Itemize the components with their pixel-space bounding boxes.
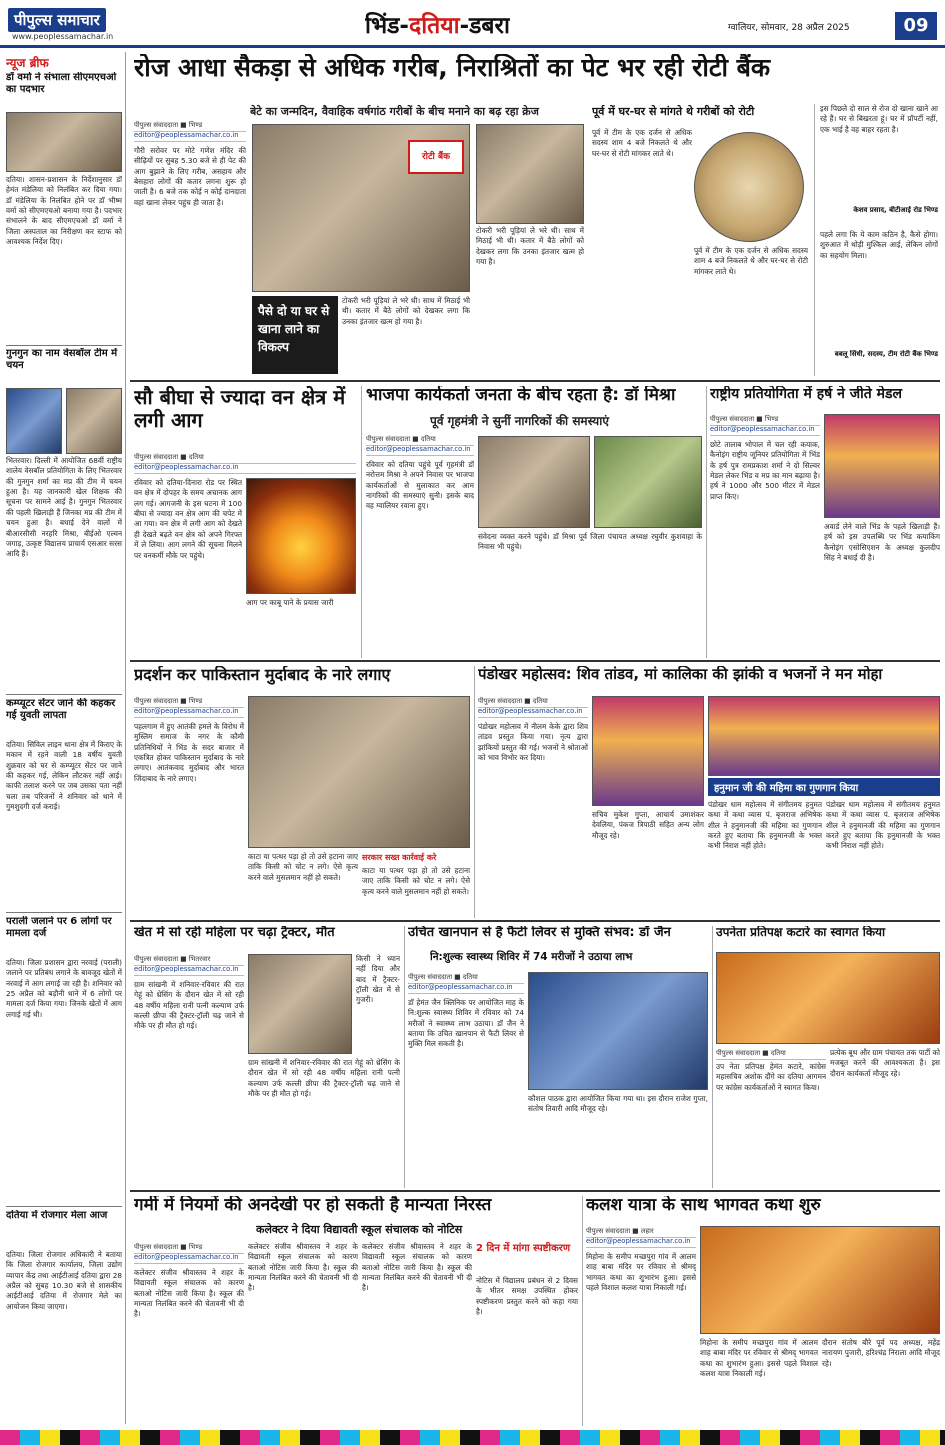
brief-body-3: दतिया। सिविल लाइन थाना क्षेत्र में किराए के मकान में रहने वाली 18 वर्षीय युवती शुक्रवार को घर से कम्प्यूटर सेंटर पर जाने की कहकर गई, लेकिन लौटकर नहीं आई। काफी तलाश करने पर जब उसका पता नहीं चला तब परिजनों ने शनिवार को थाने में गुमशुदगी दर्ज कराई। <box>6 740 122 812</box>
brief-body-1: दतिया। शासन-प्रशासन के निर्देशानुसार डॉ हेमंत मंडेलिया को निलंबित कर दिया गया। डॉ मंडेलिया के निलंबित होने पर डॉ भीष्म वर्मा को सीएमएचओ बनाया गया है। पदभार संभालने के बाद सीएमएचओ डॉ वर्मा ने जिला अस्पताल का निरीक्षण कर स्टाफ को आवश्यक निर्देश दिए। <box>6 175 122 247</box>
lead-body-3: पूर्व में टीम के एक दर्जन से अधिक सदस्य शाम 4 बजे निकलते थे और घर-घर से रोटी मांगकर लाते थे। <box>592 128 692 158</box>
page-number: 09 <box>895 12 937 40</box>
pandokhar-photo-2 <box>708 696 940 776</box>
health-byline: पीपुल्स संवाददाता ■ दतिया <box>408 972 524 984</box>
school-email[interactable]: editor@peoplessamachar.co.in <box>134 1253 244 1264</box>
kalash-byline: पीपुल्स संवाददाता ■ लहार <box>586 1226 696 1238</box>
forest-headline: सौ बीघा से ज्यादा वन क्षेत्र में लगी आग <box>134 386 346 432</box>
dateline: ग्वालियर, सोमवार, 28 अप्रैल 2025 <box>728 23 850 33</box>
section-part-b: दतिया <box>408 13 460 39</box>
forest-body: रविवार को दतिया-दिनारा रोड पर स्थित वन क्षेत्र में दोपहर के समय अचानक आग लग गई। आगजनी के इस घटना में 100 बीघा से ज्यादा वन क्षेत्र आग की चपेट में आ गया। वन क्षेत्र में लगी आग को देखते ही देखते बढ़ते वन क्षेत्र को अपने गिरफ्त में ले लिया। आग लगने की सूचना मिलने पर वनकर्मी मौके पर पहुंचे। <box>134 478 242 560</box>
site-url[interactable]: www.peoplessamachar.in <box>12 32 114 41</box>
divider <box>582 1196 583 1426</box>
forest-email[interactable]: editor@peoplessamachar.co.in <box>134 463 356 474</box>
tractor-photo <box>248 954 352 1054</box>
medal-byline: पीपुल्स संवाददाता ■ भिण्ड <box>710 414 820 426</box>
brief-head-3: कम्प्यूटर सेंटर जाने की कहकर गई युवती लापता <box>6 698 116 721</box>
bjp-photo-2 <box>594 436 702 528</box>
kalash-body-3: दौरान संतोष बौरे पूर्व पद अध्यक्ष, महेंद्र नारायण पुजारी, हरिश्चंद्र निराला आदि मौजूद रहे। <box>822 1338 940 1368</box>
school-body: कलेक्टर संजीव श्रीवास्तव ने शहर के विद्यावती स्कूल संचालक को कारण बताओ नोटिस जारी किया है। स्कूल की मान्यता निलंबित करने की चेतावनी भी दी है। <box>134 1268 244 1319</box>
divider <box>130 660 940 662</box>
medal-email[interactable]: editor@peoplessamachar.co.in <box>710 425 820 436</box>
tractor-body-2: ग्राम सांखनी में शनिवार-रविवार की रात गेहूं को थ्रेसिंग के दौरान खेत में सो रही 48 वर्षीय महिला रानी पत्नी कल्याण उर्फ कल्ली छीपा की ट्रैक्टर-ट्रॉली चढ़ जाने से मौके पर ही मौत हो गई। <box>248 1058 400 1099</box>
pandokhar-byline: पीपुल्स संवाददाता ■ दतिया <box>478 696 588 708</box>
lead-headline: रोज आधा सैकड़ा से अधिक गरीब, निराश्रितों का पेट भर रही रोटी बैंक <box>134 54 771 82</box>
tractor-headline: खेत में सो रही महिला पर चढ़ा ट्रैक्टर, मौत <box>134 926 335 940</box>
health-body: डॉ हेमंत जैन क्लिनिक पर आयोजित माह के नि:शुल्क स्वास्थ्य शिविर में रविवार को 74 मरीजों ने स्वास्थ्य लाभ उठाया। डॉ जैन ने बताया कि उचित खानपान से फैटी लिवर से मुक्ति मिल सकती है। <box>408 998 524 1049</box>
health-body-2: कौशल पाठक द्वारा आयोजित किया गया था। इस दौरान राजेश गुप्ता, संतोष तिवारी आदि मौजूद रहे। <box>528 1094 708 1114</box>
brief-photo-2a <box>6 388 62 454</box>
kalash-email[interactable]: editor@peoplessamachar.co.in <box>586 1237 696 1248</box>
protest-byline: पीपुल्स संवाददाता ■ भिण्ड <box>134 696 244 708</box>
brief-head-2: गुनगुन का नाम वेसबॉल टीम में चयन <box>6 348 118 371</box>
divider <box>6 912 122 913</box>
tractor-email[interactable]: editor@peoplessamachar.co.in <box>134 965 244 976</box>
kalash-photo <box>700 1226 940 1334</box>
school-byline: पीपुल्स संवाददाता ■ भिण्ड <box>134 1242 244 1254</box>
protest-sub: सरकार सख्त कार्रवाई करे <box>362 853 437 862</box>
protest-email[interactable]: editor@peoplessamachar.co.in <box>134 707 244 718</box>
school-box-body: नोटिस में विद्यालय प्रबंधन से 2 दिवस के भीतर समक्ष उपस्थित होकर स्पष्टीकरण प्रस्तुत करने को कहा गया है। <box>476 1276 578 1317</box>
bjp-photo-1 <box>478 436 590 528</box>
bjp-byline: पीपुल्स संवाददाता ■ दतिया <box>366 434 474 446</box>
hanuman-caption: हनुमान जी की महिमा का गुणगान किया <box>708 778 940 796</box>
health-deck: नि:शुल्क स्वास्थ्य शिविर में 74 मरीजों ने उठाया लाभ <box>430 951 633 963</box>
bjp-body-2: संवेदना व्यक्त करने पहुंचे। डॉ मिश्रा पूर्व जिला पंचायत अध्यक्ष रघुवीर कुशवाहा के निवास भी पहुंचे। <box>478 532 702 552</box>
brief-head-4: पराली जलाने पर 6 लोगों पर मामला दर्ज <box>6 916 112 939</box>
brief-photo-2b <box>66 388 122 454</box>
section-part-a: भिंड- <box>365 13 409 39</box>
brief-body-4: दतिया। जिला प्रशासन द्वारा नरवाई (पराली) जलाने पर प्रतिबंध लगाने के बावजूद खेतों में नरवाई में आग लगाई जा रही है। शनिवार को 25 अप्रैल को बड़ौनी थाने में 6 लोगों पर मामला दर्ज किया गया। जिनके खेतों में आग लगाई गई थी। <box>6 958 122 1019</box>
lead-side-head: पूर्व में घर-घर से मांगते थे गरीबों को रोटी <box>592 105 755 118</box>
medal-headline: राष्ट्रीय प्रतियोगिता में हर्ष ने जीते मेडल <box>710 386 902 402</box>
katare-body-2: प्रत्येक बूथ और ग्राम पंचायत तक पार्टी को मजबूत करने की आवश्यकता है। इस दौरान कार्यकर्ता मौजूद रहे। <box>830 1048 940 1078</box>
school-headline: गर्मी में नियमों की अनदेखी पर हो सकती है मान्यता निरस्त <box>134 1196 492 1215</box>
lead-box-name-1: केशव प्रसाद, बीटीआई रोड भिण्ड <box>853 206 938 214</box>
hanuman-body: पंडोखर धाम महोत्सव में संगीतमय हनुमत कथा में कथा व्यास पं. बृजराज अभिषेक शील ने हनुमानजी की महिमा का गुणगान करते हुए बताया कि हनुमानजी के भक्त कभी निराश नहीं होते। <box>708 800 822 851</box>
lead-byline: पीपुल्स संवाददाता ■ भिण्ड <box>134 120 246 132</box>
school-body-3: कलेक्टर संजीव श्रीवास्तव ने शहर के विद्यावती स्कूल संचालक को कारण बताओ नोटिस जारी किया है। स्कूल की मान्यता निलंबित करने की चेतावनी भी दी है। <box>362 1242 472 1293</box>
school-body-2: कलेक्टर संजीव श्रीवास्तव ने शहर के विद्यावती स्कूल संचालक को कारण बताओ नोटिस जारी किया है। स्कूल की मान्यता निलंबित करने की चेतावनी भी दी है। <box>248 1242 358 1293</box>
divider <box>130 380 940 382</box>
divider <box>404 926 405 1188</box>
medal-body: छोटे तालाब भोपाल में चल रही कयाक, कैनोइंग राष्ट्रीय जूनियर प्रतियोगिता में भिंड के हर्ष पुत्र रामप्रकाश शर्मा ने दो सिल्वर मेडल लेकर भिंड व मप्र का मान बढ़ाया है। हर्ष ने 1000 और 500 मीटर में मेडल प्राप्त किए। <box>710 440 820 501</box>
lead-body-2: टोकरी भरी पूड़ियां ले भरे थी। साथ में मिठाई भी थी। कतार में बैठे लोगों को देखकर लगा कि उनका इंतजार खत्म हो गया है। <box>476 226 584 267</box>
pandokhar-headline: पंडोखर महोत्सव: शिव तांडव, मां कालिका की झांकी व भजनों ने मन मोहा <box>478 666 883 683</box>
protest-photo <box>248 696 470 848</box>
kalash-headline: कलश यात्रा के साथ भागवत कथा शुरु <box>586 1196 821 1215</box>
medal-photo <box>824 414 940 518</box>
bjp-email[interactable]: editor@peoplessamachar.co.in <box>366 445 474 456</box>
hanuman-body-2: पंडोखर धाम महोत्सव में संगीतमय हनुमत कथा में कथा व्यास पं. बृजराज अभिषेक शील ने हनुमानजी की महिमा का गुणगान करते हुए बताया कि हनुमानजी के भक्त कभी निराश नहीं होते। <box>826 800 940 851</box>
katare-headline: उपनेता प्रतिपक्ष कटारे का स्वागत किया <box>716 926 886 939</box>
tractor-sidebar: किसी ने ध्यान नहीं दिया और बाद में ट्रैक्टर-ट्रॉली खेत में से गुजरी। <box>356 954 400 1005</box>
roti-photo <box>694 132 804 242</box>
roti-bank-banner: रोटी बैंक <box>408 140 464 174</box>
divider <box>130 920 940 922</box>
bjp-body: रविवार को दतिया पहुंचे पूर्व गृहमंत्री डॉ नरोत्तम मिश्रा ने अपने निवास पर भाजपा कार्यकर्ताओं से मुलाकात कर आम नागरिकों की समस्याएं सुनी। इसके बाद वह ग्वालियर रवाना हुए। <box>366 460 474 511</box>
health-email[interactable]: editor@peoplessamachar.co.in <box>408 983 524 994</box>
divider <box>6 694 122 695</box>
medal-body-2: अवार्ड लेने वाले भिंड के पहले खिलाड़ी हैं। हर्ष को इस उपलब्धि पर भिंड कयाकिंग कैनोइंग एसोसिएशन के अध्यक्ष कुलदीप सिंह ने बधाई दी है। <box>824 522 940 563</box>
tractor-body: ग्राम सांखनी में शनिवार-रविवार की रात गेहूं को थ्रेसिंग के दौरान खेत में सो रही 48 वर्षीय महिला रानी पत्नी कल्याण उर्फ कल्ली छीपा की ट्रैक्टर-ट्रॉली चढ़ जाने से मौके पर ही मौत हो गई। <box>134 980 244 1031</box>
lead-box-quote-1: इस पिछले दो साल से रोज दो खाना खाने आ रहे हैं। घर से बिखरता हूं। घर में प्रॉपर्टी नहीं, एक भाई है वह बाहर रहता है। <box>820 104 938 134</box>
divider <box>474 666 475 918</box>
brief-body-5: दतिया। जिला रोजगार अधिकारी ने बताया कि जिला रोजगार कार्यालय, जिला उद्योग व्यापार केंद्र तथा आईटीआई दतिया द्वारा 28 अप्रैल को सुबह 10.30 बजे से शासकीय आईटीआई दतिया में रोजगार मेले का आयोजन किया जाएगा। <box>6 1250 122 1311</box>
lead-body-4: पूर्व में टीम के एक दर्जन से अधिक सदस्य शाम 4 बजे निकलते थे और घर-घर से रोटी मांगकर लाते थे। <box>694 246 808 276</box>
lead-quote-box: पैसे दो या घर से खाना लाने का विकल्प <box>252 296 338 374</box>
lead-deck: बेटे का जन्मदिन, वैवाहिक वर्षगांठ गरीबों के बीच मनाने का बढ़ रहा क्रेज <box>250 105 539 118</box>
health-headline: उचित खानपान से है फैटी लिवर से मुक्ति संभव: डॉ जैन <box>408 926 671 940</box>
lead-photo-2 <box>476 124 584 224</box>
lead-email[interactable]: editor@peoplessamachar.co.in <box>134 131 246 142</box>
katare-byline: पीपुल्स संवाददाता ■ दतिया <box>716 1048 826 1060</box>
kalash-body-2: मिहोना के समीप मच्छपुरा गांव में आलम शाह बाबा मंदिर पर रविवार से श्रीमद् भागवत कथा का शुभारंभ हुआ। इससे पहले विशाल कलश यात्रा निकाली गई। <box>700 1338 818 1379</box>
bjp-deck: पूर्व गृहमंत्री ने सुनीं नागरिकों की समस्याएं <box>430 414 609 428</box>
health-photo <box>528 972 708 1090</box>
school-box-head: 2 दिन में मांगा स्पष्टीकरण <box>476 1243 571 1254</box>
newspaper-logo: पीपुल्स समाचार <box>8 8 106 32</box>
protest-body-3: काटा या पत्थर पड़ा हो तो उसे हटाना जाए ताकि किसी को चोट न लगे। ऐसे कृत्य करने वाले मुसलमान नहीं हो सकते। <box>362 866 470 896</box>
divider <box>6 345 122 346</box>
forest-fire-photo <box>246 478 356 594</box>
protest-headline: प्रदर्शन कर पाकिस्तान मुर्दाबाद के नारे लगाए <box>134 666 391 684</box>
pandokhar-photo-1 <box>592 696 704 806</box>
forest-caption: आग पर काबू पाने के प्रयास जारी <box>246 598 334 607</box>
lead-caption: टोकरी भरी पूड़ियां ले भरे थी। साथ में मिठाई भी थी। कतार में बैठे लोगों को देखकर लगा कि उनका इंतजार खत्म हो गया है। <box>342 296 470 326</box>
forest-byline: पीपुल्स संवाददाता ■ दतिया <box>134 452 356 464</box>
lead-box-quote-2: पहले लगा कि ये काम कठिन है, कैसे होगा। शुरुआत में थोड़ी मुश्किल आई, लेकिन लोगों का सहयोग मिला। <box>820 230 938 260</box>
pandokhar-body-2: सचिव मुकेश गुप्ता, आचार्य उमाशंकर देवलिया, पंकज त्रिपाठी सहित अन्य लोग मौजूद रहे। <box>592 810 704 840</box>
masthead <box>0 0 945 48</box>
lead-box-name-2: बबलू सिंधी, सदस्य, टीम रोटी बैंक भिण्ड <box>834 350 938 358</box>
divider <box>361 386 362 658</box>
tractor-byline: पीपुल्स संवाददाता ■ भितरवार <box>134 954 244 966</box>
kalash-body: मिहोना के समीप मच्छपुरा गांव में आलम शाह बाबा मंदिर पर रविवार से श्रीमद् भागवत कथा का शुभारंभ हुआ। इससे पहले विशाल कलश यात्रा निकाली गई। <box>586 1252 696 1293</box>
protest-body-2: काटा या पत्थर पड़ा हो तो उसे हटाना जाए ताकि किसी को चोट न लगे। ऐसे कृत्य करने वाले मुसलमान नहीं हो सकते। <box>248 852 358 882</box>
protest-body: पहलगाम में हुए आतंकी हमले के विरोध में मुस्लिम समाज के नगर के कौमी प्रतिनिधियों ने भिंड के सदर बाजार में एकत्रित होकर पाकिस्तान मुर्दाबाद के नारे लगाए। आतंकवाद मुर्दाबाद और भारत जिंदाबाद के नारे लगाए। <box>134 722 244 783</box>
section-part-c: -डबरा <box>459 13 510 39</box>
brief-photo-1 <box>6 112 122 172</box>
divider <box>706 386 707 658</box>
bjp-headline: भाजपा कार्यकर्ता जनता के बीच रहता है: डॉ मिश्रा <box>366 386 676 405</box>
brief-head-1: डॉ वर्मा ने संभाला सीएमएचओ का पदभार <box>6 72 117 95</box>
divider <box>814 104 815 376</box>
color-registration-bar <box>0 1430 945 1445</box>
pandokhar-body: पंडोखर महोत्सव में नीलम केके द्वारा शिव तांडव प्रस्तुत किया गया। नृत्य द्वारा झांकियों प्रस्तुत की गई। भजनों ने श्रोताओं को भाव विभोर कर दिया। <box>478 722 588 763</box>
school-deck: कलेक्टर ने दिया विद्यावती स्कूल संचालक को नोटिस <box>256 1223 463 1236</box>
brief-body-2: भितरवार। दिल्ली में आयोजित 68वीं राष्ट्रीय शालेय वेसबॉल प्रतियोगिता के लिए भितरवार की गुनगुन शर्मा का मप्र की टीम में चयन हुआ है। यह जानकारी खेल शिक्षक की सूचना पर सामने आई है। गुनगुन भितरवार की पहली खिलाड़ी हैं जिनका मप्र की टीम में चयन हुआ है। बधाई देने वालों में बीआरसीसी नरहरि मिश्रा, बीईओ एल्वन जगाड़, उत्कृष्ट विद्यालय प्राचार्य एसआर सरस आदि हैं। <box>6 456 122 559</box>
pandokhar-email[interactable]: editor@peoplessamachar.co.in <box>478 707 588 718</box>
divider <box>712 926 713 1188</box>
divider <box>6 1206 122 1207</box>
news-brief-title: न्यूज ब्रीफ <box>6 56 49 70</box>
katare-body: उप नेता प्रतिपक्ष हेमंत कटारे, कांग्रेस महासचिव अशोक दौंगे का दतिया आगमन पर कांग्रेस कार्यकर्ताओं ने स्वागत किया। <box>716 1062 826 1092</box>
lead-body-1: गौरी सरोवर पर मोटे गणेश मंदिर की सीढ़ियों पर सुबह 5.30 बजे से ही पेट की आग बुझाने के लिए गरीब, असहाय और बेसहारा लोगों की कतार लगना शुरू हो जाती है। 6 बजे तक कोई न कोई दानदाता वहां खाना लेकर पहुंच ही जाता है। <box>134 146 246 207</box>
divider <box>130 1190 940 1192</box>
section-title <box>365 8 510 40</box>
brief-head-5: दतिया में रोजगार मेला आज <box>6 1210 108 1221</box>
katare-photo <box>716 952 940 1044</box>
